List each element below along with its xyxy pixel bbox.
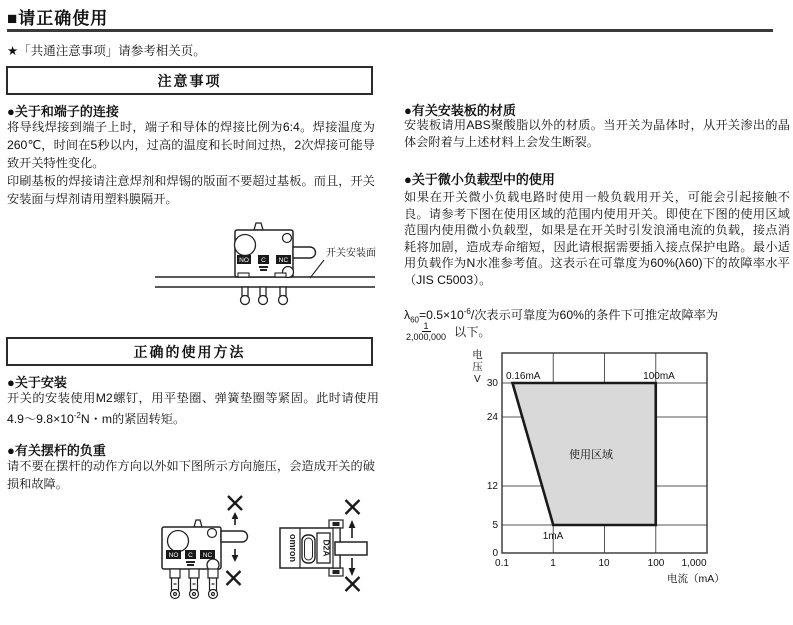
usage-box-title-label: 正确的使用方法 [133, 343, 246, 360]
caution-box-title-label: 注意事项 [157, 72, 222, 89]
x-tick-1: 1 [550, 558, 556, 569]
terminal-label-c: C [261, 257, 266, 264]
switch-side-view [280, 520, 367, 576]
mounting-para-exponent: -2 [73, 411, 81, 420]
lambda-symbol: λ [404, 308, 411, 323]
board-material-para: 安装板请用ABS聚酸脂以外的材质。当开关为晶体时，从开关渗出的晶体会附着与上述材料上会发生断裂。 [404, 118, 790, 149]
microload-para: 如果在开关微小负载电路时使用一般负载用开关，可能会引起接触不良。请参考下图在使用区域的范围内使用开关。即使在下图的使用区域范围内使用微小负载型，如果是在开关时引发浪涌电流的负载，接点消耗将加剧，造成寿命缩短，因此请根据需要插入接点保护电路。最小适用负载作为N水准参考值。这表示在可靠度为60%(λ60)下的故障率水平（JIS C5003）。 [404, 190, 790, 287]
terminal-label-nc: NC [278, 257, 289, 264]
lever-load-para: 请不要在摆杆的动作方向以外如下图所示方向施压，会造成开关的破损和故障。 [7, 459, 375, 491]
plunger-icon [194, 520, 202, 527]
x-tick-100: 100 [647, 558, 665, 569]
model-label: D2A [321, 539, 332, 557]
section-heading-board-material: ●有关安装板的材质 [404, 103, 516, 118]
y-tick-5: 5 [492, 520, 498, 531]
diagram-switch-on-pcb [148, 212, 380, 330]
section-heading-terminal-connection: ●关于和端子的连接 [7, 104, 119, 119]
x-mark-up [346, 500, 360, 514]
mounting-surface-callout: 开关安装面 [326, 248, 376, 259]
fraction [404, 321, 448, 342]
x-tick-0p1: 0.1 [495, 558, 509, 569]
lever-arm [293, 247, 316, 258]
pivot-hole-icon [208, 529, 217, 538]
pcb-board [155, 277, 375, 287]
terminal-label-no: NO [168, 552, 179, 559]
lambda-subscript: 60 [410, 315, 419, 325]
terminal-label-c: C [188, 552, 193, 559]
switch-body-front [235, 223, 316, 278]
formula-mid: =0.5×10 [419, 308, 464, 323]
formula-exponent: -6 [463, 307, 471, 316]
chart-y-tick-labels [487, 378, 499, 559]
slot-icon [302, 535, 315, 563]
page-title: ■请正确使用 [7, 9, 109, 28]
terminal-label-nc: NC [202, 552, 213, 559]
plunger-icon [254, 223, 263, 230]
chart-x-axis-title: 电流（mA） [667, 573, 725, 585]
formula-tail: /次表示可靠度为60%的条件下可推定故障率为 [470, 308, 719, 323]
fraction-denominator: 2,000,000 [406, 332, 447, 342]
arrow-up-icon [349, 520, 356, 538]
usage-region-label: 使用区域 [569, 449, 613, 461]
fraction-tail: 以下。 [454, 325, 491, 339]
section-heading-lever-load: ●有关摆杆的负重 [7, 443, 106, 458]
terminal-connection-para2: 印刷基板的焊接请注意焊剂和焊锡的版面不要超过基板。而且，开关安装面与焊剂请用塑料膜隔开。 [7, 174, 375, 206]
x-tick-10: 10 [598, 558, 610, 569]
solder-terminal-pins [241, 287, 288, 305]
mounting-para-part2: N・m的紧固转矩。 [80, 412, 186, 427]
terminal-label-no: NO [239, 257, 249, 264]
mounting-para-part1: 开关的安装使用M2螺钉，用平垫圈、弹簧垫圈等紧固。此时请使用4.9～9.8×10 [7, 391, 379, 427]
arrow-down-icon [232, 549, 239, 562]
arrow-up-icon [232, 512, 239, 525]
y-tick-12: 12 [486, 481, 498, 492]
fraction-numerator: 1 [423, 321, 429, 331]
chart-x-tick-labels [495, 558, 707, 569]
diagram-forbidden-force-directions [138, 492, 400, 625]
x-tick-1000: 1,000 [681, 558, 707, 569]
terminal-pins [170, 569, 218, 599]
point-label-1mA: 1mA [542, 531, 564, 542]
terminal-connection-para1: 将导线焊接到端子上时，端子和导体的焊接比例为6:4。焊接温度为260℃，时间在5秒以内，过高的温度和长时间过热，2次焊接可能导致开关特性变化。 [7, 120, 375, 170]
x-mark-down [227, 571, 241, 585]
lever-arm [335, 542, 367, 555]
pivot-hole-icon [283, 234, 292, 243]
lever-hole-icon [168, 531, 189, 552]
callout-leader-line [310, 260, 324, 278]
failure-rate-fraction-line [404, 321, 491, 342]
section-heading-microload: ●关于微小负载型中的使用 [404, 172, 555, 187]
point-label-0p16mA: 0.16mA [506, 371, 541, 382]
title-rule [7, 29, 773, 32]
lever-hole-icon [235, 235, 256, 256]
lever-arm [221, 531, 247, 542]
point-label-100mA: 100mA [643, 371, 675, 382]
y-tick-24: 24 [486, 412, 498, 423]
chart-y-axis-unit: V [474, 374, 481, 385]
x-mark-up [228, 496, 242, 510]
y-tick-30: 30 [486, 378, 498, 389]
usage-area-chart [440, 346, 790, 596]
usage-box-title [6, 337, 373, 366]
mounting-para [7, 389, 379, 428]
brand-label: omron [288, 534, 298, 562]
y-tick-0: 0 [492, 548, 498, 559]
chart-y-axis-title: 电压 [472, 349, 483, 373]
x-mark-down [346, 577, 360, 591]
caution-box-title [6, 66, 373, 95]
common-precautions-note: ★「共通注意事项」请参考相关页。 [7, 44, 206, 58]
section-heading-mounting: ●关于安装 [7, 375, 67, 390]
arrow-down-icon [349, 558, 356, 576]
